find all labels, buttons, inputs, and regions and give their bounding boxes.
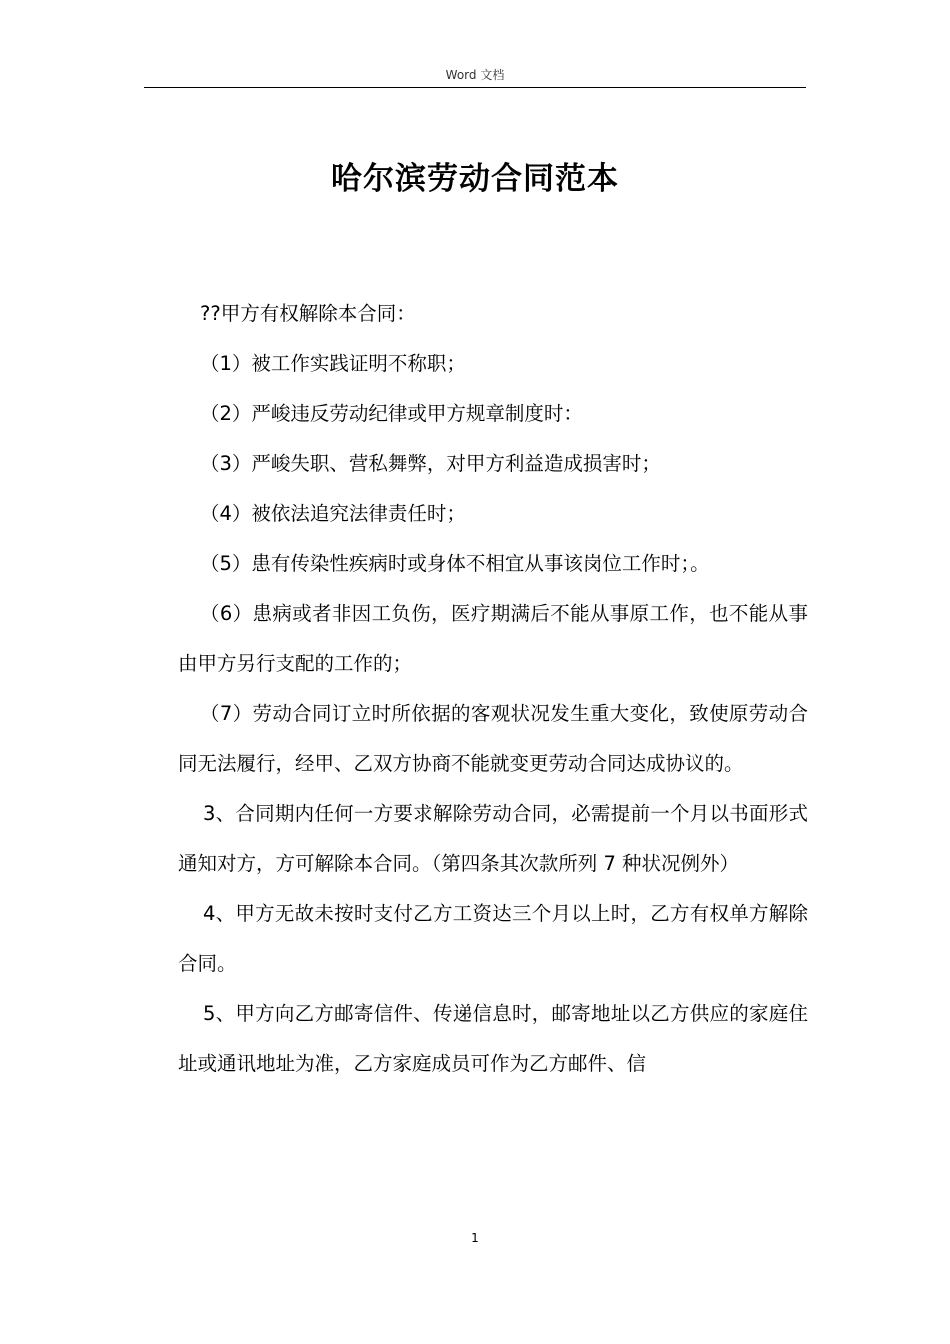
paragraph: （1）被工作实践证明不称职； <box>200 352 466 375</box>
paragraph: （5）患有传染性疾病时或身体不相宜从事该岗位工作时；。 <box>200 552 710 575</box>
paragraph: （6）患病或者非因工负伤，医疗期满后不能从事原工作，也不能从事由甲方另行支配的工作的； <box>178 602 808 675</box>
paragraph: （3）严峻失职、营私舞弊，对甲方利益造成损害时； <box>200 452 661 475</box>
paragraph: 5、甲方向乙方邮寄信件、传递信息时，邮寄地址以乙方供应的家庭住址或通讯地址为准，乙方家庭成员可作为乙方邮件、信 <box>178 1002 808 1075</box>
paragraph: 3、合同期内任何一方要求解除劳动合同，必需提前一个月以书面形式通知对方，方可解除本合同。（第四条其次款所列 7 种状况例外） <box>178 802 808 875</box>
page-number: 1 <box>471 1231 479 1245</box>
paragraph: 4、甲方无故未按时支付乙方工资达三个月以上时，乙方有权单方解除合同。 <box>178 902 808 975</box>
paragraph: （4）被依法追究法律责任时； <box>200 502 466 525</box>
paragraph: ??甲方有权解除本合同： <box>200 302 416 325</box>
page-header: Word 文档 <box>445 68 505 82</box>
paragraph: （2）严峻违反劳动纪律或甲方规章制度时： <box>200 402 583 425</box>
header-rule <box>144 87 806 88</box>
document-body <box>178 289 808 1089</box>
document-title: 哈尔滨劳动合同范本 <box>331 161 619 197</box>
paragraph: （7）劳动合同订立时所依据的客观状况发生重大变化，致使原劳动合同无法履行，经甲、乙双方协商不能就变更劳动合同达成协议的。 <box>178 702 808 775</box>
